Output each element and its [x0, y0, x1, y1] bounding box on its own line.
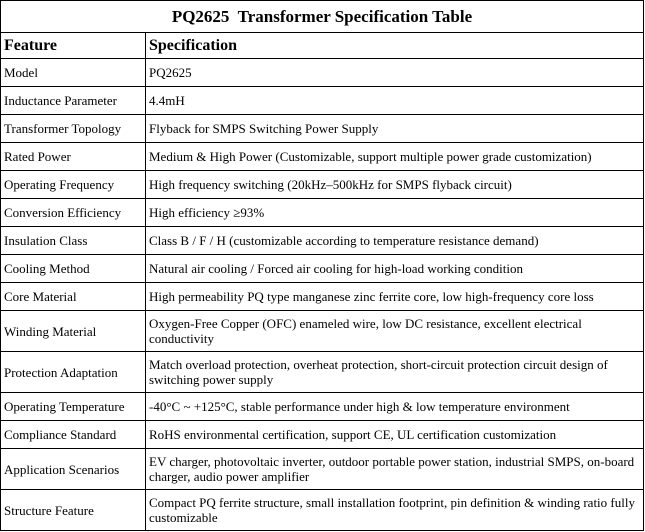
table-row — [1, 227, 644, 255]
table-row — [1, 199, 644, 227]
feature-cell: Application Scenarios — [1, 449, 146, 490]
specification-cell: RoHS environmental certification, support CE, UL certification customization — [146, 421, 644, 449]
table-row — [1, 171, 644, 199]
feature-cell: Transformer Topology — [1, 115, 146, 143]
specification-cell: EV charger, photovoltaic inverter, outdoor portable power station, industrial SMPS, on-board charger, audio power amplifier — [146, 449, 644, 490]
feature-cell: Operating Frequency — [1, 171, 146, 199]
feature-cell: Conversion Efficiency — [1, 199, 146, 227]
table-title: PQ2625 Transformer Specification Table — [1, 1, 644, 33]
table-row — [1, 421, 644, 449]
table-row — [1, 393, 644, 421]
feature-cell: Compliance Standard — [1, 421, 146, 449]
header-specification: Specification — [146, 33, 644, 59]
table-row — [1, 490, 644, 531]
specification-cell: 4.4mH — [146, 87, 644, 115]
table-row — [1, 449, 644, 490]
feature-cell: Cooling Method — [1, 255, 146, 283]
table-row — [1, 283, 644, 311]
specification-cell: Flyback for SMPS Switching Power Supply — [146, 115, 644, 143]
title-row — [1, 1, 644, 33]
table-row — [1, 59, 644, 87]
specification-cell: High frequency switching (20kHz–500kHz for SMPS flyback circuit) — [146, 171, 644, 199]
table-row — [1, 143, 644, 171]
specification-cell: -40°C ~ +125°C, stable performance under high & low temperature environment — [146, 393, 644, 421]
feature-cell: Inductance Parameter — [1, 87, 146, 115]
feature-cell: Protection Adaptation — [1, 352, 146, 393]
specification-cell: Class B / F / H (customizable according to temperature resistance demand) — [146, 227, 644, 255]
feature-cell: Structure Feature — [1, 490, 146, 531]
feature-cell: Rated Power — [1, 143, 146, 171]
table-row — [1, 311, 644, 352]
specification-cell: Compact PQ ferrite structure, small installation footprint, pin definition & winding ratio fully customizable — [146, 490, 644, 531]
specification-cell: Match overload protection, overheat protection, short-circuit protection circuit design of switching power supply — [146, 352, 644, 393]
table-row — [1, 115, 644, 143]
feature-cell: Core Material — [1, 283, 146, 311]
feature-cell: Operating Temperature — [1, 393, 146, 421]
specification-cell: High efficiency ≥93% — [146, 199, 644, 227]
feature-cell: Winding Material — [1, 311, 146, 352]
specification-cell: Oxygen-Free Copper (OFC) enameled wire, low DC resistance, excellent electrical conductivity — [146, 311, 644, 352]
feature-cell: Model — [1, 59, 146, 87]
specification-cell: Natural air cooling / Forced air cooling for high-load working condition — [146, 255, 644, 283]
feature-cell: Insulation Class — [1, 227, 146, 255]
table-row — [1, 255, 644, 283]
table-row — [1, 352, 644, 393]
table-row — [1, 87, 644, 115]
specification-cell: Medium & High Power (Customizable, support multiple power grade customization) — [146, 143, 644, 171]
header-feature: Feature — [1, 33, 146, 59]
header-row — [1, 33, 644, 59]
specification-cell: High permeability PQ type manganese zinc ferrite core, low high-frequency core loss — [146, 283, 644, 311]
specification-cell: PQ2625 — [146, 59, 644, 87]
